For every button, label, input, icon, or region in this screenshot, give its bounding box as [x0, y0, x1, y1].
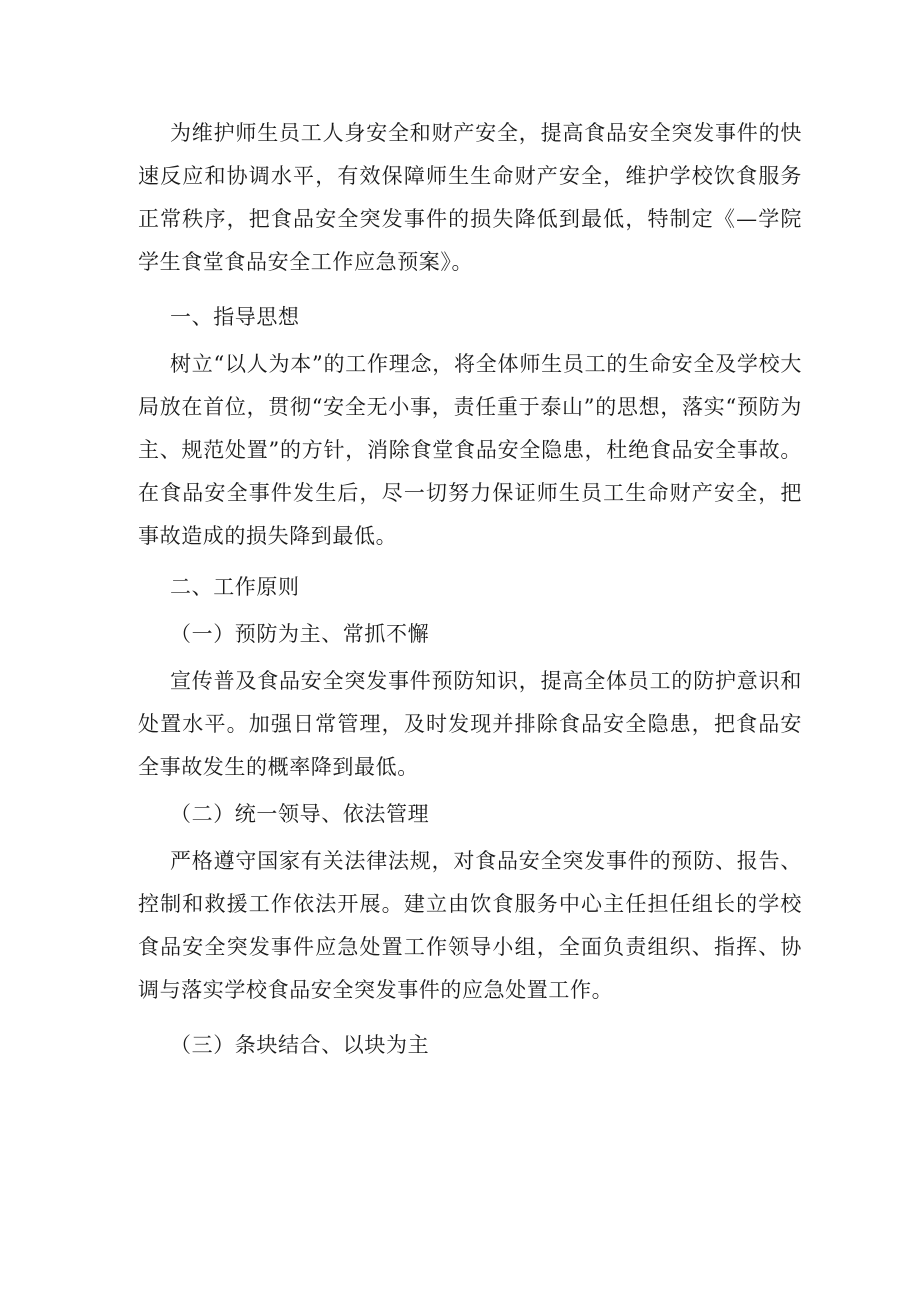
principle-heading-prevention: （一）预防为主、常抓不懈 [170, 622, 430, 646]
section-heading-guiding-ideology: 一、指导思想 [170, 305, 300, 329]
principle-unified-leadership-paragraph: 严格遵守国家有关法律法规，对食品安全突发事件的预防、报告、控制和救援工作依法开展。建立由饮食服务中心主任担任组长的学校食品安全突发事件应急处置工作领导小组，全面负责组织、指挥、协调与落实学校食品安全突发事件的应急处置工作。 [138, 849, 802, 1002]
principle-prevention-paragraph: 宣传普及食品安全突发事件预防知识，提高全体员工的防护意识和处置水平。加强日常管理，及时发现并排除食品安全隐患，把食品安全事故发生的概率降到最低。 [138, 669, 802, 779]
principle-heading-combination: （三）条块结合、以块为主 [170, 1033, 430, 1057]
principle-heading-unified-leadership: （二）统一领导、依法管理 [170, 802, 430, 826]
guiding-ideology-paragraph: 树立“以人为本”的工作理念，将全体师生员工的生命安全及学校大局放在首位，贯彻“安全无小事，责任重于泰山”的思想，落实“预防为主、规范处置”的方针，消除食堂食品安全隐患，杜绝食品安全事故。在食品安全事件发生后，尽一切努力保证师生员工生命财产安全，把事故造成的损失降到最低。 [138, 352, 802, 548]
section-heading-work-principles: 二、工作原则 [170, 575, 300, 599]
intro-paragraph: 为维护师生员工人身安全和财产安全，提高食品安全突发事件的快速反应和协调水平，有效保障师生生命财产安全，维护学校饮食服务正常秩序，把食品安全突发事件的损失降低到最低，特制定《—学院学生食堂食品安全工作应急预案》。 [138, 121, 802, 274]
